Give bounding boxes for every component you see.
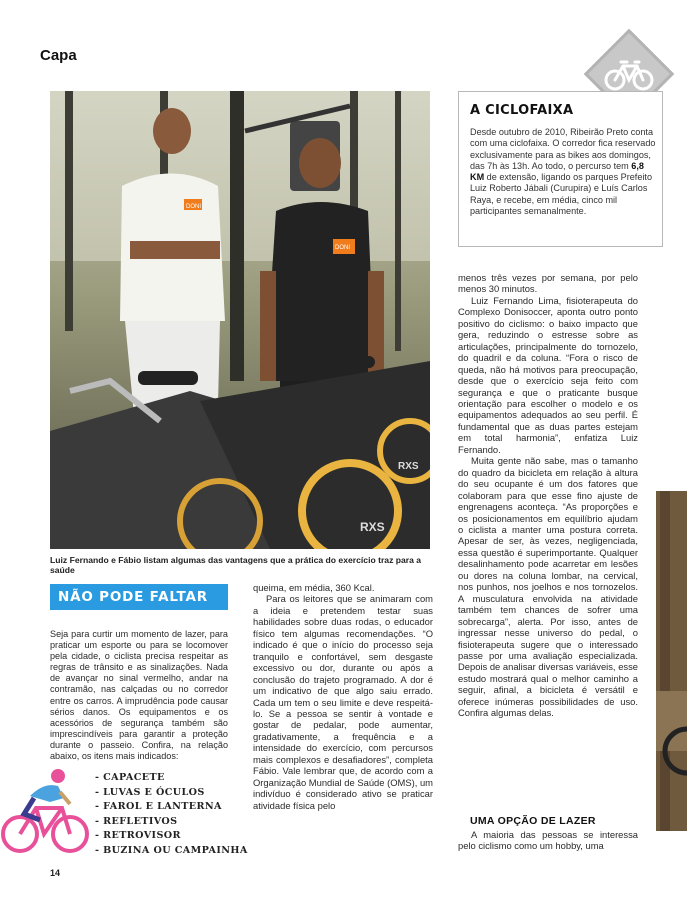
article-column-2 [253, 582, 433, 811]
paragraph: A maioria das pessoas se interessa pelo ciclismo como um hobby, uma [458, 829, 638, 852]
banner-title: NÃO PODE FALTAR [58, 589, 208, 605]
list-item: - CAPACETE [95, 772, 165, 783]
paragraph: menos três vezes por semana, por pelo menos 30 minutos. [458, 272, 638, 295]
paragraph: Luiz Fernando Lima, fisioterapeuta do Complexo Donisoccer, aponta outro ponto positivo do ciclismo: o baixo impacto que gera, reduzindo o estresse sobre as articulações, principalmente do tornozelo, do quadril e da coluna. “Fora o risco de queda, não há motivos para preocupação, desde que o exercício seja feito com segurança e que o praticante busque orientação para escolher o modelo e os equipamentos adequados ao seu perfil. É fundamental que as duas partes estejam em total harmonia”, enfatiza Luiz Fernando. [458, 294, 638, 455]
list-item: - BUZINA OU CAMPAINHA [95, 844, 248, 856]
bike-label-2: RXS [398, 461, 419, 472]
article-column-4 [458, 829, 638, 852]
paragraph: Para os leitores que se animaram com a ideia e pretendem testar suas habilidades sobre duas rodas, o educador físico tem algumas recomendações. “O indicado é que o início do processo seja tranquilo e confortável, sem desgaste excessivo ou dor, durante ou após a conclusão do trajeto programado. A dor é um indicativo de que algo saiu errado. Cada um tem o seu limite e deve respeitá-lo. Se a pessoa se sentir à vontade e gostar de pedalar, pode aumentar, gradativamente, a frequência e a intensidade do exercício, com percursos mais complexos e desafiadores”, completa Fábio. Vale lembrar que, de acordo com a Organização Mundial de Saúde (OMS), um indivíduo é considerado ativo se praticar atividade física pelo [253, 593, 433, 811]
paragraph: Muita gente não sabe, mas o tamanho do quadro da bicicleta em relação à altura do seu ocupante é um dos fatores que colaboram para que esse fino ajuste de engrenagens aconteça. “As proporções e os posicionamentos em equilíbrio ajudam o ciclista a manter uma postura correta. Apesar de ser, às vezes, negligenciada, essa questão é superimportante. Qualquer desalinhamento pode acarretar em lesões ou dores na coluna lombar, na cervical, nos punhos, nos joelhos e nos tornozelos. A musculatura envolvida na atividade também tem chances de sofrer uma sobrecarga”, alerta. Por isso, antes de ingressar nesse universo do pedal, o fisioterapeuta sugere que o interessado passe por uma avaliação especializada. Depois de analisar diversas variáveis, esse estudo mostrará qual o melhor caminho a seguir, afinal, a bicicleta é versátil e oferece inúmeras possibilidades de uso. Confira algumas delas. [458, 455, 638, 719]
ciclofaixa-text: Desde outubro de 2010, Ribeirão Preto conta com uma ciclofaixa. O corredor fica reservado exclusivamente para as bikes aos domingos, das 7h às 13h. Ao todo, o percurso tem 6,8 KM de extensão, ligando os parques Prefeito Luiz Roberto Jábali (Curupira) e Luís Carlos Raya, e recebe, em média, cinco mil participantes semanalmente. [470, 127, 656, 217]
bike-label-1: RXS [360, 520, 385, 534]
edge-photo [656, 491, 687, 831]
list-item: - RETROVISOR [95, 830, 181, 842]
list-item: - LUVAS E ÓCULOS [95, 786, 205, 798]
section-label: Capa [40, 47, 77, 64]
distance-highlight: 6,8 KM [470, 160, 644, 183]
right-shirt-logo: DONI [335, 245, 350, 251]
list-item: - REFLETIVOS [95, 815, 178, 827]
cyclist-illustration-icon [0, 762, 90, 857]
ciclofaixa-title: A CICLOFAIXA [470, 103, 574, 118]
left-shirt-logo: DONI [186, 204, 201, 210]
equipment-list [95, 771, 248, 859]
equipment-intro: Seja para curtir um momento de lazer, para praticar um esporte ou para se locomover pela cidade, o ciclista precisa respeitar as regras de trânsito e as sinalizações. Nada de avançar no sinal vermelho, andar na contramão, nas calçadas ou no corredor entre os carros. A imprudência pode causar sérios danos. Os equipamentos e os acessórios de segurança também são imprescindíveis para garantir a proteção durante o passeio. Confira, na relação abaixo, os itens mais indicados: [50, 629, 228, 762]
article-column-3 [458, 272, 638, 719]
list-item: - FAROL E LANTERNA [95, 801, 222, 813]
gym-photo [50, 91, 430, 549]
page-number: 14 [50, 868, 61, 878]
paragraph: queima, em média, 360 Kcal. [253, 582, 375, 593]
subhead-lazer: UMA OPÇÃO DE LAZER [470, 815, 596, 827]
photo-caption: Luiz Fernando e Fábio listam algumas das vantagens que a prática do exercício traz para a saúde [50, 555, 422, 575]
